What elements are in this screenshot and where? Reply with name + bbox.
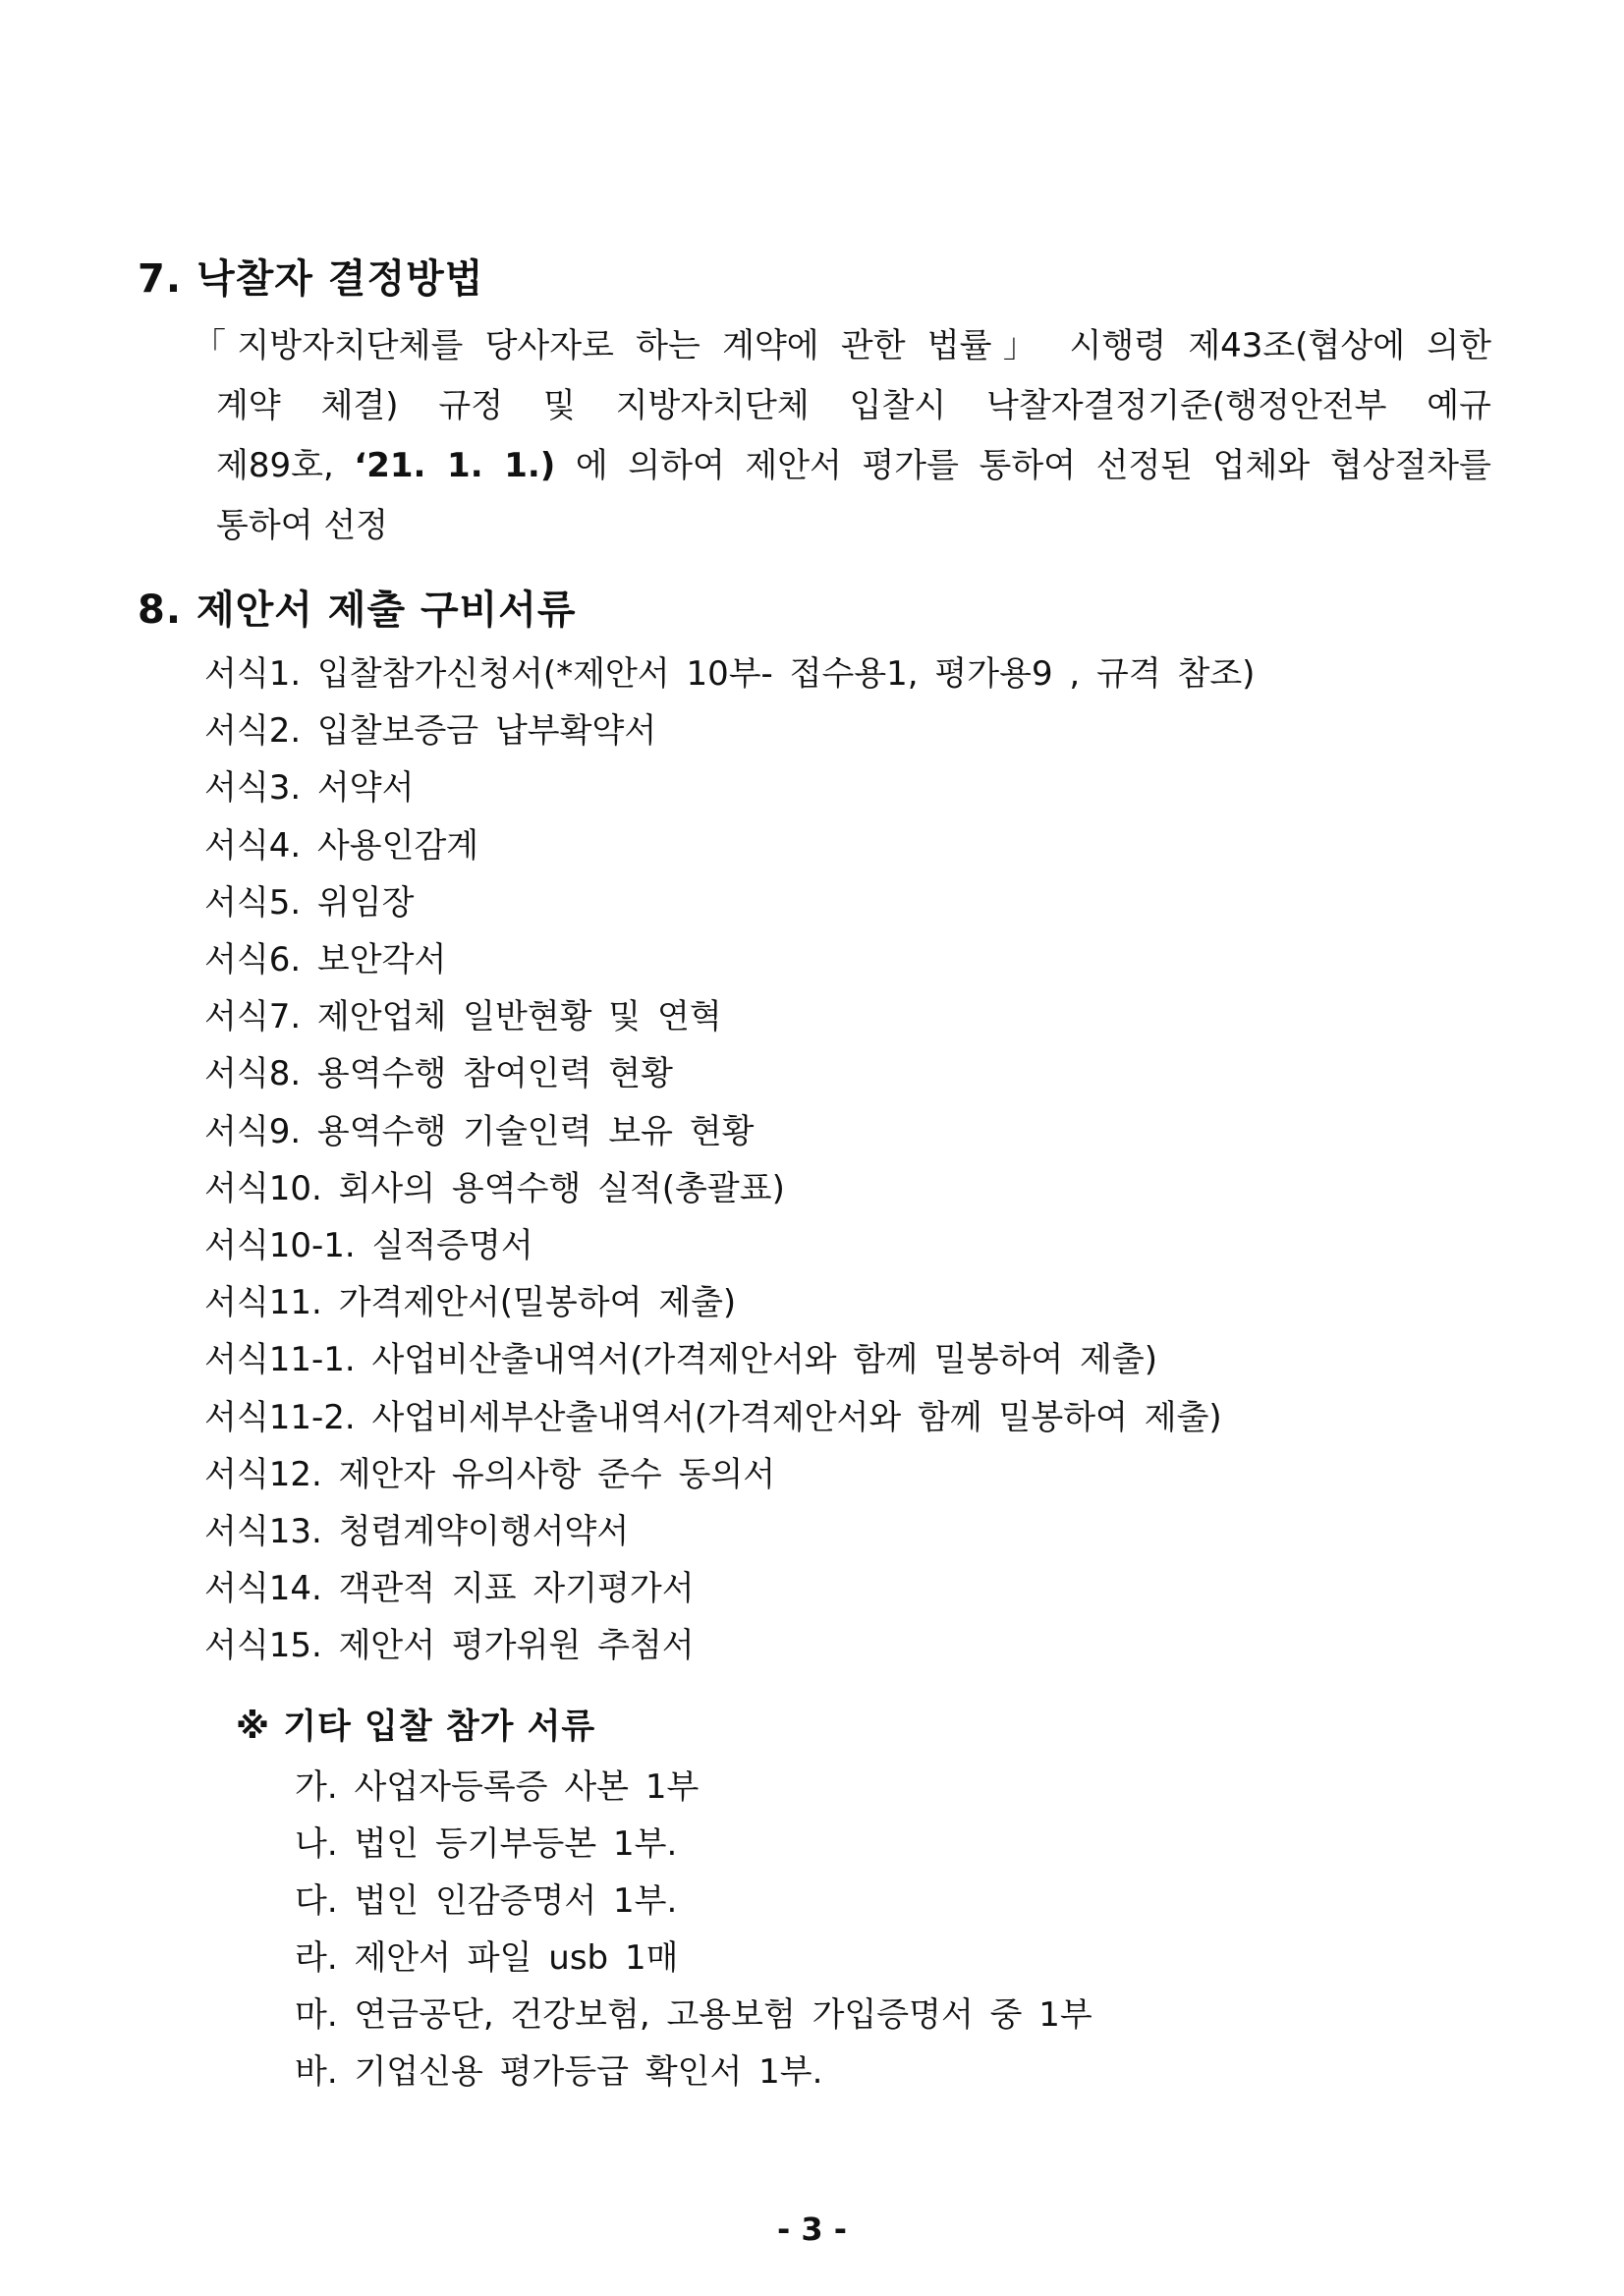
section-7-line-3-start: 제89호,	[216, 446, 355, 485]
list-item: 서식2. 입찰보증금 납부확약서	[204, 711, 657, 752]
list-item: 서식5. 위임장	[204, 882, 415, 923]
list-item: 서식15. 제안서 평가위원 추첨서	[204, 1626, 695, 1666]
section-7-line-1: 「지방자치단체를 당사자로 하는 계약에 관한 법률」 시행령 제43조(협상에 의한	[193, 326, 1491, 365]
list-item: 서식7. 제안업체 일반현황 및 연혁	[204, 997, 722, 1037]
list-item: 서식13. 청렴계약이행서약서	[204, 1512, 630, 1552]
list-item: 서식14. 객관적 지표 자기평가서	[204, 1569, 695, 1609]
list-item: 서식1. 입찰참가신청서(*제안서 10부- 접수용1, 평가용9 , 규격 참조)	[204, 654, 1256, 694]
list-item: 가. 사업자등록증 사본 1부	[295, 1767, 700, 1807]
list-item: 마. 연금공단, 건강보험, 고용보험 가입증명서 중 1부	[295, 1995, 1092, 2035]
required-forms-list	[204, 645, 1255, 1675]
section-7-line-2: 계약 체결) 규정 및 지방자치단체 입찰시 낙찰자결정기준(행정안전부 예규	[216, 386, 1491, 425]
section-7-heading: 7. 낙찰자 결정방법	[138, 256, 484, 302]
section-7-line-3-end: 에 의하여 제안서 평가를 통하여 선정된 업체와 협상절차를	[555, 446, 1491, 485]
list-item: 서식6. 보안각서	[204, 940, 447, 980]
list-item: 서식11-1. 사업비산출내역서(가격제안서와 함께 밀봉하여 제출)	[204, 1340, 1157, 1380]
list-item: 나. 법인 등기부등본 1부.	[295, 1824, 678, 1864]
list-item: 서식9. 용역수행 기술인력 보유 현황	[204, 1111, 755, 1151]
section-8-heading: 8. 제안서 제출 구비서류	[138, 588, 577, 633]
list-item: 서식4. 사용인감계	[204, 825, 479, 866]
other-documents-list	[295, 1759, 1092, 2100]
list-item: 서식3. 서약서	[204, 768, 415, 809]
section-7-body	[193, 316, 1491, 556]
list-item: 서식12. 제안자 유의사항 준수 동의서	[204, 1454, 776, 1494]
list-item: 바. 기업신용 평가등급 확인서 1부.	[295, 2052, 823, 2092]
other-documents-heading: ※ 기타 입찰 참가 서류	[236, 1708, 596, 1747]
section-7-line-3	[193, 436, 1491, 496]
list-item: 서식11. 가격제안서(밀봉하여 제출)	[204, 1283, 737, 1323]
list-item: 서식11-2. 사업비세부산출내역서(가격제안서와 함께 밀봉하여 제출)	[204, 1397, 1222, 1437]
list-item: 라. 제안서 파일 usb 1매	[295, 1938, 679, 1978]
section-7-line-4: 통하여 선정	[216, 506, 389, 545]
list-item: 서식10-1. 실적증명서	[204, 1226, 533, 1266]
page-number: - 3 -	[776, 2211, 848, 2248]
section-7-date: ‘21. 1. 1.)	[354, 446, 556, 485]
list-item: 서식8. 용역수행 참여인력 현황	[204, 1054, 673, 1094]
list-item: 서식10. 회사의 용역수행 실적(총괄표)	[204, 1168, 785, 1208]
list-item: 다. 법인 인감증명서 1부.	[295, 1881, 678, 1921]
